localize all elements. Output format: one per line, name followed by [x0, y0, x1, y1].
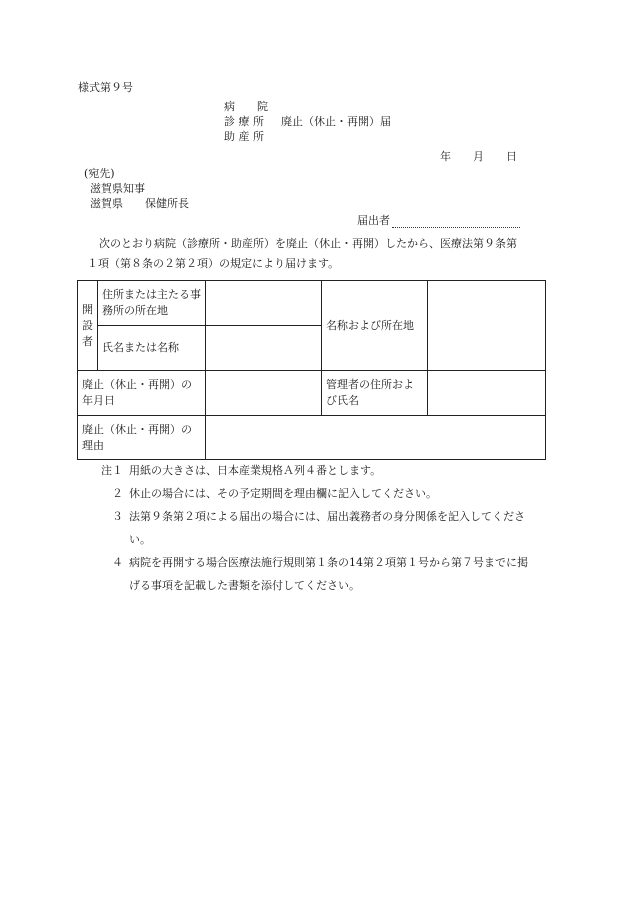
submitter-signature-line[interactable]: [392, 227, 520, 228]
date-line: 年 月 日: [440, 150, 517, 163]
address-input-cell[interactable]: [206, 281, 322, 326]
founder-label-cell: [78, 281, 98, 371]
name-label: 氏名または名称: [98, 326, 206, 371]
note-item: [81, 509, 551, 547]
submitter-label: 届出者: [357, 214, 390, 227]
facility-name-input-cell[interactable]: [428, 281, 546, 371]
body-text-line-1: 次のとおり病院（診療所・助産所）を廃止（休止・再開）したから、医療法第９条第: [99, 237, 517, 250]
reason-input-cell[interactable]: [206, 416, 546, 460]
founder-label-char-3: 者: [82, 334, 93, 348]
facility-type-midwifery: 助 産 所: [224, 130, 264, 143]
note-text: 用紙の大きさは、日本産業規格Ａ列４番とします。: [129, 464, 382, 477]
reason-label: 廃止（休止・再開）の理由: [78, 416, 206, 460]
form-number: 様式第９号: [78, 81, 133, 94]
note-text-line: 病院を再開する場合医療法施行規則第１条の14第２項第１号から第７号までに掲: [129, 556, 528, 569]
closure-date-input-cell[interactable]: [206, 371, 322, 416]
addressee-governor: 滋賀県知事: [90, 182, 145, 195]
note-text-line: げる事項を記載した書類を添付してください。: [129, 579, 360, 592]
facility-type-hospital: 病 院: [224, 100, 268, 113]
addressee-label: (宛先): [84, 167, 115, 180]
note-item: [81, 463, 551, 478]
note-item: [81, 555, 551, 593]
note-text-line: 法第９条第２項による届出の場合には、届出義務者の身分関係を記入してくださ: [129, 510, 525, 523]
body-text-line-2: １項（第８条の２第２項）の規定により届けます。: [87, 257, 340, 270]
note-text-line: い。: [129, 533, 151, 546]
notification-table: [77, 280, 546, 460]
note-text: [129, 555, 551, 593]
note-text: 休止の場合には、その予定期間を理由欄に記入してください。: [129, 487, 437, 500]
closure-date-label: 廃止（休止・再開）の年月日: [78, 371, 206, 416]
manager-input-cell[interactable]: [428, 371, 546, 416]
note-number: 注１: [101, 464, 123, 477]
facility-type-clinic: 診 療 所: [224, 115, 264, 128]
note-number: ２: [112, 487, 123, 500]
addressee-health-center: 滋賀県 保健所長: [90, 197, 189, 210]
founder-label-char-1: 開: [82, 302, 93, 316]
founder-label-char-2: 設: [82, 318, 93, 332]
manager-label: 管理者の住所および氏名: [322, 371, 428, 416]
name-input-cell[interactable]: [206, 326, 322, 371]
form-title: 廃止（休止・再開）届: [281, 115, 391, 128]
note-item: [81, 486, 551, 501]
notes-list: [81, 463, 551, 601]
note-number: ３: [112, 510, 123, 523]
note-number: ４: [112, 556, 123, 569]
note-text: [129, 509, 551, 547]
address-label: 住所または主たる事務所の所在地: [98, 281, 206, 326]
facility-name-label: 名称および所在地: [322, 281, 428, 371]
